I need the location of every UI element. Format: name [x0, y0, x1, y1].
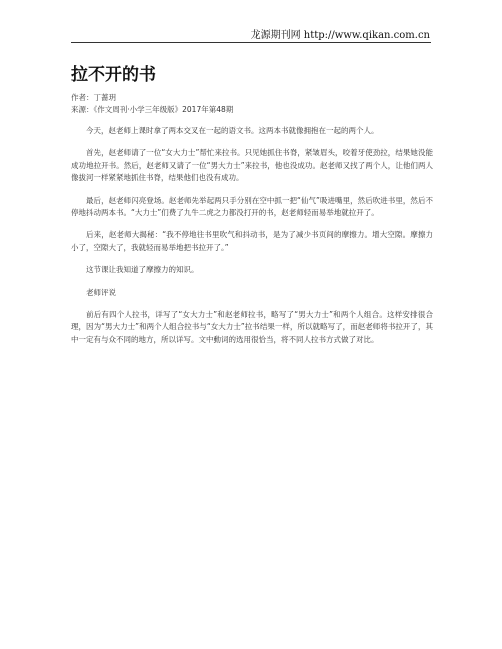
paragraph: 后来，赵老师大揭秘：“我不停地往书里吹气和抖动书，是为了减少书页间的摩擦力。增大空隙。摩擦力小了，空隙大了，我就轻而易举地把书拉开了。” — [71, 230, 433, 252]
header-divider — [71, 42, 431, 43]
paragraph: 今天，赵老师上课时拿了两本交叉在一起的语文书。这两本书就像拥抱在一起的两个人。 — [86, 126, 379, 135]
source-line: 来源：《作文周刊·小学三年级版》2017年第48期 — [71, 105, 234, 114]
paragraph: 首先，赵老师请了一位“女大力士”帮忙来拉书。只见她抓住书脊，紧皱眉头，咬着牙使劲拉，结果她没能成功地拉开书。然后，赵老师又请了一位“男大力士”来拉书，他也没成功。赵老师又找了两个人，让他们两人像拔河一样紧紧地抓住书脊，结果他们也没有成功。 — [71, 148, 433, 183]
article-body — [71, 125, 433, 356]
paragraph: 这节课让我知道了摩擦力的知识。 — [86, 265, 199, 275]
author-line: 作者：丁蔷玥 — [71, 93, 116, 102]
article-title: 拉不开的书 — [71, 65, 156, 85]
site-header: 龙源期刊网 http://www.qikan.com.cn — [250, 30, 430, 41]
paragraph: 前后有四个人拉书，详写了“女大力士”和赵老师拉书，略写了“男大力士”和两个人组合。这样安排很合理，因为“男大力士”和两个人组合拉书与“女大力士”拉书结果一样，所以就略写了，而赵老师将书拉开了，其中一定有与众不同的地方，所以详写。文中動词的选用很恰当，将不同人拉书方式做了对比。 — [71, 310, 433, 344]
paragraph: 最后，赵老师闪亮登场。赵老师先举起两只手分别在空中抓一把“仙气”吸进嘴里，然后吹进书里，然后不停地抖动两本书。“大力士”们费了九牛二虎之力都没打开的书，赵老师轻而易举地就拉开了。 — [71, 195, 433, 218]
teacher-comment-heading: 老师评说 — [86, 287, 116, 297]
